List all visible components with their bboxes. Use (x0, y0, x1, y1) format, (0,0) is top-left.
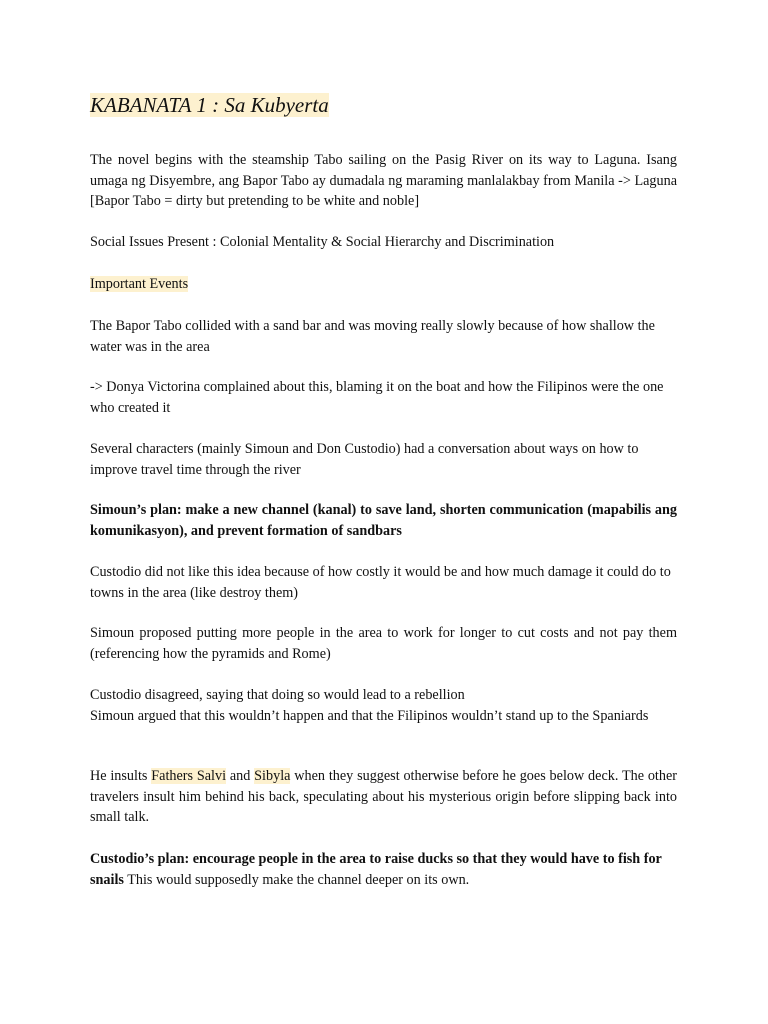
event-paragraph-conversation: Several characters (mainly Simoun and Don Custodio) had a conversation about ways on how to improve travel time through the river (90, 441, 639, 478)
event-paragraph-insults (90, 766, 677, 828)
highlight-fathers-salvi: Fathers Salvi (151, 768, 227, 784)
highlight-sibyla: Sibyla (254, 768, 291, 784)
event-paragraph-sandbar: The Bapor Tabo collided with a sand bar and was moving really slowly because of how shallow the water was in the area (90, 318, 655, 355)
social-issues-line: Social Issues Present : Colonial Mentality & Social Hierarchy and Discrimination (90, 234, 555, 250)
events-heading-text: Important Events (90, 276, 189, 292)
custodio-disagreement-line: Custodio disagreed, saying that doing so would lead to a rebellion (90, 687, 465, 703)
custodio-plan-rest: This would supposedly make the channel deeper on its own. (123, 871, 470, 888)
simoun-argument-line: Simoun argued that this wouldn’t happen and that the Filipinos wouldn’t stand up to the Spaniards (90, 707, 649, 724)
event-paragraph-donya-victorina: -> Donya Victorina complained about this, blaming it on the boat and how the Filipinos were the one who created it (90, 379, 664, 416)
event-paragraph-rebellion (90, 685, 677, 726)
event-paragraph-simoun-proposal: Simoun proposed putting more people in the area to work for longer to cut costs and not pay them (referencing how the pyramids and Rome) (90, 625, 677, 662)
insults-text-and: and (226, 768, 255, 784)
chapter-title-text: KABANATA 1 : Sa Kubyerta (90, 93, 329, 117)
insults-text-rest: when they suggest otherwise before he goes below deck. The other travelers insult him behind his back, speculating about his mysterious origin before slipping back into small talk. (90, 768, 677, 826)
insults-text-start: He insults (90, 768, 152, 784)
custodio-plan-paragraph (90, 849, 677, 890)
custodio-plan-bold: Custodio’s plan: encourage people in the area to raise ducks so that they would have to fish for snails (90, 851, 662, 888)
simoun-plan-paragraph: Simoun’s plan: make a new channel (kanal) to save land, shorten communication (mapabilis ang komunikasyon), and prevent formation of sandbars (90, 502, 677, 539)
intro-paragraph: The novel begins with the steamship Tabo sailing on the Pasig River on its way to Laguna. Isang umaga ng Disyembre, ang Bapor Tabo ay dumadala ng maraming manlalakbay from Manila -> Laguna [Bapor Tabo = dirty but pretending to be white and noble] (90, 152, 677, 210)
events-heading (90, 274, 677, 295)
event-paragraph-custodio-objection: Custodio did not like this idea because of how costly it would be and how much damage it could do to towns in the area (like destroy them) (90, 564, 671, 601)
chapter-title (90, 92, 329, 118)
